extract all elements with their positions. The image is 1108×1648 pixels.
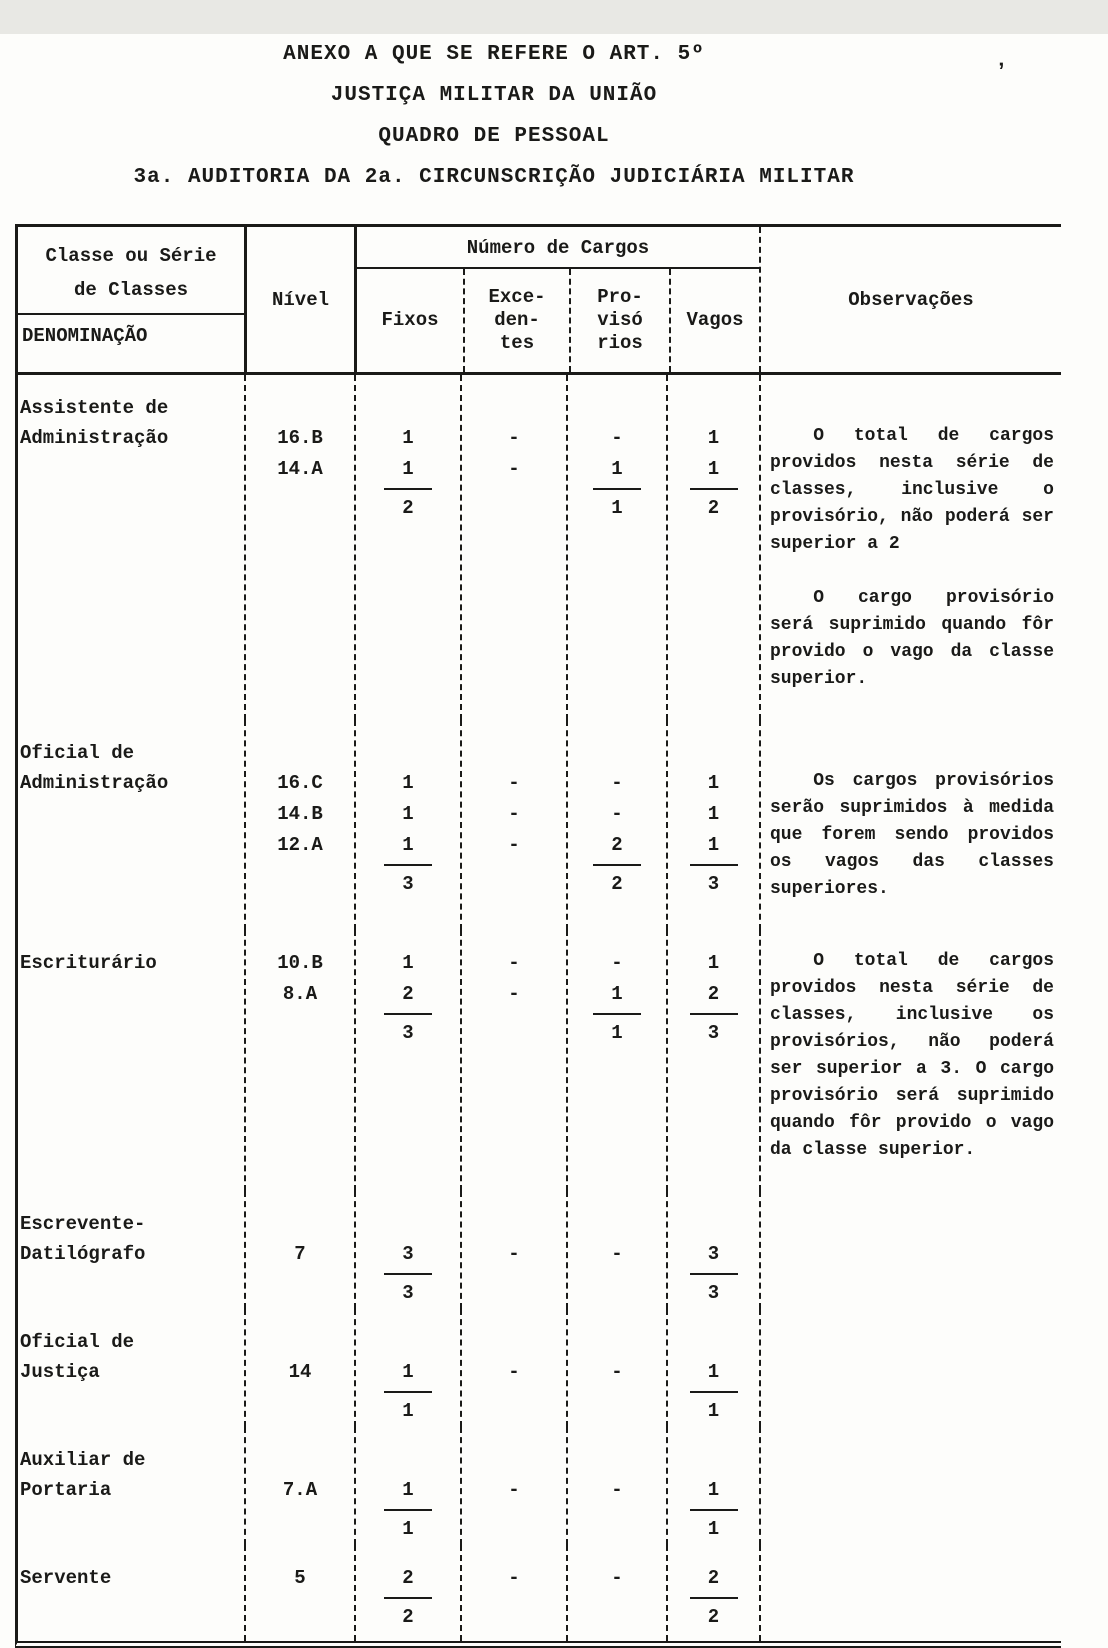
nivel-value: 10.B [277,952,323,974]
fixos-value: 1 [402,427,414,449]
excedentes-value: - [508,458,520,480]
class-name-line: Administração [20,772,169,794]
sum-overline: 3 [384,1273,432,1309]
nivel-value: 14.A [277,458,323,480]
table-block [18,1191,1061,1309]
vagos-total [668,1273,759,1309]
provisorios-value: - [611,1243,623,1265]
nivel-cell [244,720,354,930]
fixos-value: 1 [402,952,414,974]
observacoes-cell [759,720,1061,930]
sum-overline: 2 [593,864,641,900]
col-header-vagos: Vagos [669,269,759,372]
table-block [18,1545,1061,1641]
vagos-cell [666,720,759,930]
personnel-table [15,224,1061,1648]
excedentes-value: - [508,772,520,794]
provisorios-value: - [611,427,623,449]
table-block [18,720,1061,930]
excedentes-cell [460,375,566,720]
class-name-line: Datilógrafo [20,1243,146,1265]
provisorios-value: - [611,952,623,974]
fixos-value: 2 [402,983,414,1005]
nivel-value: 8.A [282,983,318,1005]
observacoes-cell [759,1427,1061,1545]
class-name-line: Servente [20,1567,112,1589]
fixos-total [356,864,460,900]
col-header-provisorios [569,269,669,372]
fixos-cell [354,1309,460,1427]
provisorios-value: - [611,1361,623,1383]
fixos-total [356,488,460,524]
excedentes-line: tes [499,332,535,354]
fixos-cell [354,1545,460,1641]
nivel-value: 12.A [277,834,323,856]
unit-title: 3a. AUDITORIA DA 2a. CIRCUNSCRIÇÃO JUDICIÁRIA MILITAR [133,166,855,189]
vagos-cell [666,930,759,1191]
table-block [18,375,1061,720]
vagos-value: 1 [707,1361,720,1383]
provisorios-cell [566,930,666,1191]
vagos-total [668,1509,759,1545]
excedentes-value: - [508,983,520,1005]
excedentes-value: - [508,1361,520,1383]
col-header-classe [18,227,244,372]
vagos-value: 1 [707,1479,720,1501]
table-block [18,1427,1061,1545]
excedentes-cell [460,1191,566,1309]
org-title: JUSTIÇA MILITAR DA UNIÃO [330,84,658,107]
excedentes-value: - [508,1479,520,1501]
nivel-cell [244,1427,354,1545]
vagos-value: 1 [707,427,720,449]
provisorios-cell [566,1427,666,1545]
class-name-line: Oficial de [20,1331,135,1353]
nivel-value: 14.B [277,803,323,825]
fixos-value: 2 [402,1567,414,1589]
nivel-value: 5 [294,1567,306,1589]
col-header-fixos: Fixos [381,309,439,331]
class-name-line: Escrevente- [20,1213,146,1235]
fixos-total [356,1391,460,1427]
scanned-document-page [0,34,1108,1648]
sum-overline: 3 [384,864,432,900]
nivel-value: 7 [294,1243,306,1265]
excedentes-cell [460,1545,566,1641]
fixos-value: 1 [402,803,414,825]
excedentes-value: - [508,834,520,856]
fixos-value: 1 [402,1361,414,1383]
nivel-cell [244,375,354,720]
col-group-numero-cargos [354,227,759,372]
provisorios-value: - [611,1479,623,1501]
excedentes-value: - [508,1567,520,1589]
fixos-value: 1 [402,834,414,856]
classe-cell [18,375,244,720]
sum-overline: 2 [384,488,432,524]
class-name-line: Auxiliar de [20,1449,146,1471]
provisorios-total [568,488,666,524]
fixos-cell [354,930,460,1191]
vagos-value: 2 [707,1567,720,1589]
col-header-observacoes: Observações [759,227,1061,372]
vagos-cell [666,1309,759,1427]
excedentes-cell [460,720,566,930]
vagos-cell [666,1427,759,1545]
provisorios-line: visó [597,309,643,331]
excedentes-value: - [508,1243,520,1265]
observacoes-cell [759,1545,1061,1641]
classe-cell [18,1427,244,1545]
sum-overline: 2 [690,1597,738,1633]
fixos-cell [354,720,460,930]
provisorios-value: - [611,1567,623,1589]
class-name-line: Justiça [20,1361,100,1383]
observacoes-cell [759,375,1061,720]
ink-speck: ʼ [994,60,1008,85]
fixos-value: 1 [402,772,414,794]
vagos-total [668,1391,759,1427]
col-header-nivel: Nível [244,227,354,372]
sum-overline: 1 [384,1391,432,1427]
observation-paragraph: O cargo provisório será suprimido quando fôr provido o vago da classe superior. [770,588,1054,689]
nivel-value: 7.A [282,1479,318,1501]
excedentes-value: - [508,952,520,974]
vagos-cell [666,1545,759,1641]
fixos-cell [354,1427,460,1545]
fixos-total [356,1273,460,1309]
vagos-value: 2 [707,983,720,1005]
nivel-cell [244,1309,354,1427]
observacoes-cell [759,1191,1061,1309]
class-name-line: Escriturário [20,952,157,974]
excedentes-value: - [508,427,520,449]
classe-cell [18,1309,244,1427]
sum-overline: 3 [690,864,738,900]
numero-cargos-header: Número de Cargos [357,227,759,269]
classe-header-line1: Classe ou Série [45,245,217,267]
nivel-cell [244,1545,354,1641]
fixos-total [356,1013,460,1049]
provisorios-cell [566,1191,666,1309]
excedentes-line: den- [494,309,540,331]
numero-cargos-subheaders [357,269,759,372]
sum-overline: 1 [384,1509,432,1545]
provisorios-cell [566,1545,666,1641]
sum-overline: 3 [690,1273,738,1309]
vagos-value: 3 [707,1243,720,1265]
provisorios-value: 1 [611,458,623,480]
nivel-value: 16.C [277,772,323,794]
vagos-total [668,1013,759,1049]
denominacao-header: DENOMINAÇÃO [22,325,148,347]
vagos-total [668,488,759,524]
observacoes-cell [759,930,1061,1191]
provisorios-cell [566,720,666,930]
excedentes-cell [460,1427,566,1545]
col-header-excedentes [463,269,569,372]
document-header [0,34,1108,198]
vagos-total [668,1597,759,1633]
classe-cell [18,930,244,1191]
vagos-cell [666,1191,759,1309]
table-block [18,930,1061,1191]
fixos-value: 1 [402,458,414,480]
observacoes-cell [759,1309,1061,1427]
fixos-value: 3 [402,1243,414,1265]
fixos-cell [354,1191,460,1309]
provisorios-value: - [611,803,623,825]
excedentes-line: Exce- [488,286,546,308]
provisorios-value: 2 [611,834,623,856]
vagos-cell [666,375,759,720]
vagos-value: 1 [707,458,720,480]
nivel-value: 16.B [277,427,323,449]
class-name-line: Administração [20,427,169,449]
sum-overline: 2 [384,1597,432,1633]
classe-cell [18,1545,244,1641]
table-body [18,375,1061,1641]
sum-overline: 1 [690,1509,738,1545]
vagos-value: 1 [707,952,720,974]
provisorios-cell [566,1309,666,1427]
sum-overline: 3 [384,1013,432,1049]
classe-header-line2: de Classes [73,279,189,301]
fixos-total [356,1509,460,1545]
provisorios-value: - [611,772,623,794]
provisorios-line: Pro- [597,286,643,308]
sum-overline: 1 [593,1013,641,1049]
classe-cell [18,720,244,930]
sum-overline: 1 [593,488,641,524]
vagos-value: 1 [707,772,720,794]
class-name-line: Assistente de [20,397,169,419]
fixos-cell [354,375,460,720]
nivel-cell [244,1191,354,1309]
annex-title: ANEXO A QUE SE REFERE O ART. 5º [283,43,705,66]
fixos-total [356,1597,460,1633]
class-name-line: Oficial de [20,742,135,764]
provisorios-cell [566,375,666,720]
excedentes-cell [460,930,566,1191]
vagos-value: 1 [707,834,720,856]
nivel-value: 14 [288,1361,312,1383]
subtitle: QUADRO DE PESSOAL [378,125,610,148]
fixos-value: 1 [402,1479,414,1501]
excedentes-cell [460,1309,566,1427]
provisorios-total [568,1013,666,1049]
class-name-line: Portaria [20,1479,112,1501]
table-block [18,1309,1061,1427]
classe-cell [18,1191,244,1309]
observation-paragraph: O total de cargos providos nesta série de classes, inclusive o provisório, não poderá ser superior a 2 [770,426,1054,554]
observation-paragraph: Os cargos provisórios serão suprimidos à medida que forem sendo providos os vagos das classes superiores. [770,771,1054,899]
provisorios-line: rios [597,332,643,354]
vagos-value: 1 [707,803,720,825]
sum-overline: 1 [690,1391,738,1427]
provisorios-value: 1 [611,983,623,1005]
excedentes-value: - [508,803,520,825]
sum-overline: 3 [690,1013,738,1049]
sum-overline: 2 [690,488,738,524]
provisorios-total [568,864,666,900]
nivel-cell [244,930,354,1191]
table-header [18,227,1061,375]
vagos-total [668,864,759,900]
observation-paragraph: O total de cargos providos nesta série de classes, inclusive os provisórios, não poderá ser superior a 3. O cargo provisório será suprimido quando fôr provido o vago da classe superior. [770,951,1054,1160]
